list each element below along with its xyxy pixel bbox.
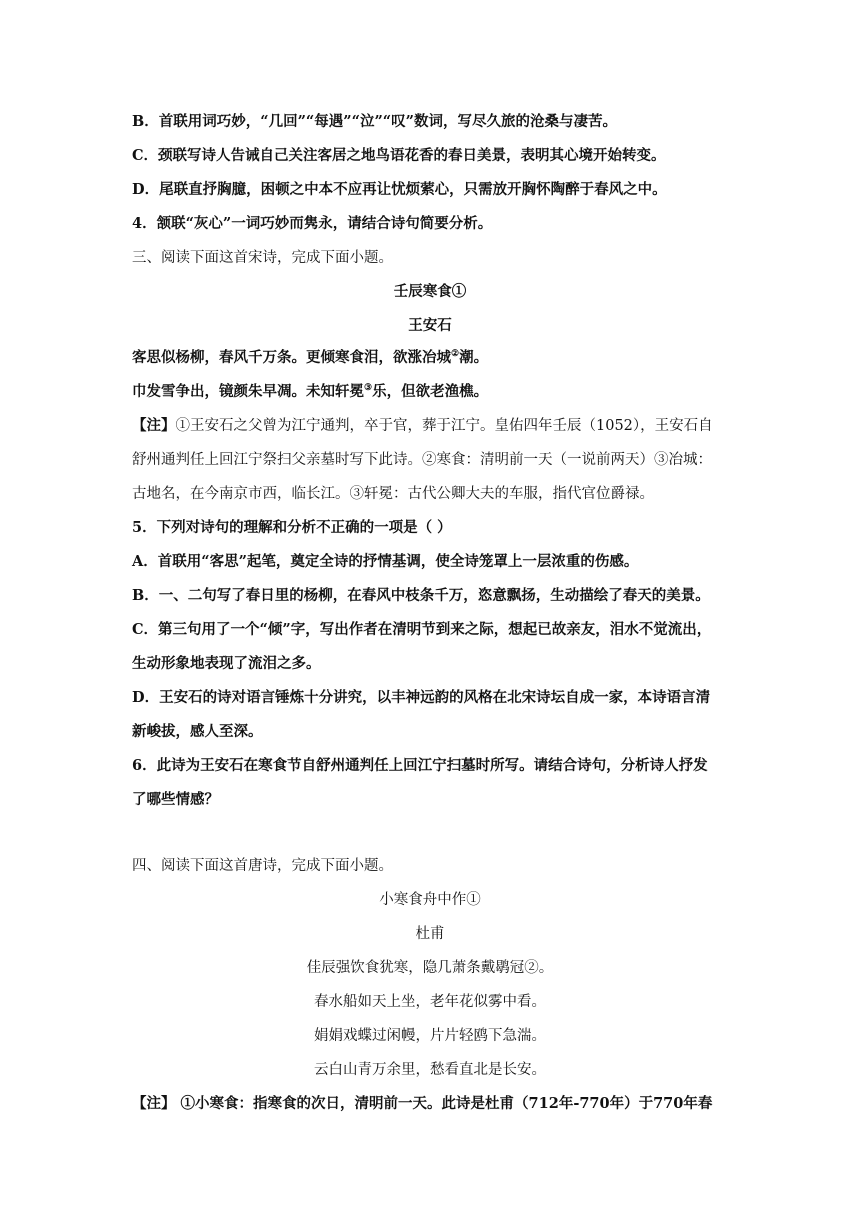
note-text: ①王安石之父曾为江宁通判，卒于官，葬于江宁。皇佑四年壬辰（1052），王安石自 — [175, 418, 713, 434]
q5-option-d: D．王安石的诗对语言锤炼十分讲究，以丰神远韵的风格在北宋诗坛自成一家，本诗语言清 — [132, 689, 711, 706]
note-text: 舒州通判任上回江宁祭扫父亲墓时写下此诗。②寒食：清明前一天（一说前两天）③冶城： — [132, 452, 712, 468]
q3-option-b: B．首联用词巧妙，“几回”“每遇”“泣”“叹”数词，写尽久旅的沧桑与凄苦。 — [132, 113, 617, 130]
poem-text: 乐，但欲老渔樵。 — [372, 383, 489, 400]
q3-option-d: D．尾联直抒胸臆，困顿之中本不应再让忧烦萦心，只需放开胸怀陶醉于春风之中。 — [132, 181, 667, 198]
note-tag: 【注】 — [132, 417, 176, 434]
footnote-mark: ③ — [364, 383, 373, 394]
question-5: 5．下列对诗句的理解和分析不正确的一项是（ ） — [132, 519, 452, 536]
q3-option-c: C．颈联写诗人告诫自己关注客居之地鸟语花香的春日美景，表明其心境开始转变。 — [132, 147, 666, 164]
poem-line: 云白山青万余里，愁看直北是长安。 — [314, 1062, 546, 1078]
poem-title: 壬辰寒食① — [393, 283, 467, 300]
poem-note — [132, 416, 713, 436]
poem-line — [132, 348, 488, 368]
poem-line: 娟娟戏蝶过闲幔，片片轻鸥下急湍。 — [314, 1028, 546, 1044]
poem-text: 巾发雪争出，镜颜朱早凋。未知轩冕 — [132, 383, 364, 400]
poem-text: 潮。 — [459, 349, 489, 366]
question-6: 6．此诗为王安石在寒食节自舒州通判任上回江宁扫墓时所写。请结合诗句，分析诗人抒发 — [132, 757, 708, 774]
poem-note — [132, 1094, 712, 1114]
q5-option-b: B．一、二句写了春日里的杨柳，在春风中枝条千万，恣意飘扬，生动描绘了春天的美景。 — [132, 587, 710, 604]
section-4-heading: 四、阅读下面这首唐诗，完成下面小题。 — [132, 858, 393, 874]
footnote-mark: ② — [451, 349, 460, 360]
poem-line: 春水船如天上坐，老年花似雾中看。 — [314, 994, 546, 1010]
poem-author: 杜甫 — [415, 926, 445, 942]
poem-line — [132, 382, 488, 402]
poem-text: 客思似杨柳，春风千万条。更倾寒食泪，欲涨冶城 — [132, 349, 451, 366]
note-text: ①小寒食：指寒食的次日，清明前一天。此诗是杜甫（712年-770年）于770年春 — [175, 1095, 713, 1112]
note-text: 古地名，在今南京市西，临长江。③轩冕：古代公卿大夫的车服，指代官位爵禄。 — [132, 486, 654, 502]
poem-line: 佳辰强饮食犹寒，隐几萧条戴鹖冠②。 — [306, 960, 554, 976]
question-6-cont: 了哪些情感？ — [132, 791, 219, 808]
question-4: 4．颔联“灰心”一词巧妙而隽永，请结合诗句简要分析。 — [132, 215, 493, 232]
q5-option-c-cont: 生动形象地表现了流泪之多。 — [132, 655, 321, 672]
note-tag: 【注】 — [132, 1095, 176, 1112]
q5-option-d-cont: 新峻拔，感人至深。 — [132, 723, 263, 740]
poem-title: 小寒食舟中作① — [379, 892, 481, 908]
section-3-heading: 三、阅读下面这首宋诗，完成下面小题。 — [132, 250, 393, 266]
poem-author: 王安石 — [408, 317, 452, 334]
q5-option-a: A．首联用“客思”起笔，奠定全诗的抒情基调，使全诗笼罩上一层浓重的伤感。 — [132, 553, 639, 570]
q5-option-c: C．第三句用了一个“倾”字，写出作者在清明节到来之际，想起已故亲友，泪水不觉流出， — [132, 621, 712, 638]
